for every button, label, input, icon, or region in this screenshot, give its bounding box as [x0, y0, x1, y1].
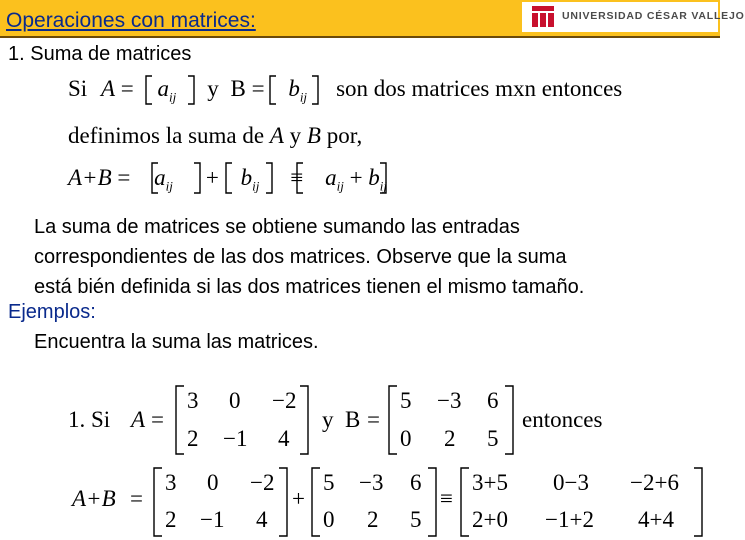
matrix-b-cell: 2 [444, 426, 456, 451]
matrix-b-cell: 5 [400, 388, 412, 413]
logo-text: UNIVERSIDAD CÉSAR VALLEJO [562, 10, 745, 22]
matrix-a-cell: 2 [187, 426, 199, 451]
matrix-b-cell: 5 [487, 426, 499, 451]
matrix-b-symbol: B [230, 76, 246, 101]
matrix-a-cell: 2 [165, 507, 177, 532]
matrix-b-cell: 5 [410, 507, 422, 532]
plus-sign: + [205, 165, 219, 190]
matrix-a-cell: −2 [250, 470, 275, 495]
matrix-b-cell: −3 [359, 470, 384, 495]
equiv-sign: ≡ [440, 486, 453, 511]
matrix-a-cell: 0 [207, 470, 219, 495]
paragraph-line-1: La suma de matrices se obtiene sumando las entradas [34, 216, 520, 238]
examples-instruction: Encuentra la suma las matrices. [34, 331, 319, 353]
entry-a: a [157, 76, 169, 101]
section-subtitle: 1. Suma de matrices [8, 43, 192, 65]
matrix-a-symbol: A [269, 123, 284, 148]
matrix-b-cell: 6 [410, 470, 422, 495]
plus-sign: + [292, 486, 305, 511]
matrix-sum-cell: 4+4 [638, 507, 674, 532]
page-title: Operaciones con matrices: [6, 9, 256, 32]
equals-sign: = [251, 76, 265, 101]
index-ij: ij [168, 89, 177, 105]
paragraph-line-3: está bién definida si las dos matrices tienen el mismo tamaño. [34, 276, 585, 298]
matrix-b-cell: 5 [323, 470, 335, 495]
example-b-symbol: B [345, 407, 361, 432]
matrix-a-cell: 0 [229, 388, 241, 413]
equiv-sign: ≡ [290, 165, 304, 190]
sum-lhs: A+B [72, 486, 116, 511]
matrix-b-cell: 2 [367, 507, 379, 532]
definition-tail: son dos matrices mxn entonces [336, 76, 623, 101]
matrix-a-cell: 3 [187, 388, 199, 413]
matrix-a-cell: −2 [272, 388, 297, 413]
matrix-sum-cell: −1+2 [545, 507, 594, 532]
examples-label: Ejemplos: [8, 301, 96, 323]
matrix-a-cell: 3 [165, 470, 177, 495]
matrix-sum-cell: 2+0 [472, 507, 508, 532]
equals-sign: = [130, 486, 143, 511]
sum-lhs: A+B [68, 165, 112, 190]
matrix-sum-cell: 0−3 [553, 470, 589, 495]
matrix-sum-cell: −2+6 [630, 470, 679, 495]
matrix-a-cell: −1 [223, 426, 248, 451]
matrix-a-symbol: A [100, 76, 115, 101]
example-a-symbol: A [131, 407, 146, 432]
matrix-b-symbol: B [306, 123, 321, 148]
matrix-b-cell: 0 [400, 426, 412, 451]
example-prefix: 1. Si [68, 407, 111, 432]
matrix-b-cell: 0 [323, 507, 335, 532]
word-si: Si [68, 76, 88, 101]
definition-pre: definimos la suma de [68, 123, 265, 148]
example-tail: entonces [522, 407, 603, 432]
matrix-b-cell: −3 [437, 388, 462, 413]
matrix-a-cell: −1 [200, 507, 225, 532]
word-y: y [207, 76, 219, 101]
equals-sign: = [151, 407, 164, 432]
equals-sign: = [367, 407, 380, 432]
matrix-a-cell: 4 [256, 507, 268, 532]
word-y: y [322, 407, 334, 432]
entry-b: b [288, 76, 300, 101]
equals-sign: = [117, 165, 131, 190]
word-y: y [289, 123, 302, 148]
equals-sign: = [120, 76, 134, 101]
index-ij: ij [299, 89, 308, 105]
paragraph-line-2: correspondientes de las dos matrices. Observe que la suma [34, 246, 567, 268]
matrix-sum-cell: 3+5 [472, 470, 508, 495]
definition-line-3: $A+B = a_{ij} + b_{ij} \equiv a_{ij} + b_{ij}$ [68, 165, 388, 194]
matrix-a-cell: 4 [278, 426, 290, 451]
definition-post: por, [326, 123, 363, 148]
matrix-b-cell: 6 [487, 388, 499, 413]
